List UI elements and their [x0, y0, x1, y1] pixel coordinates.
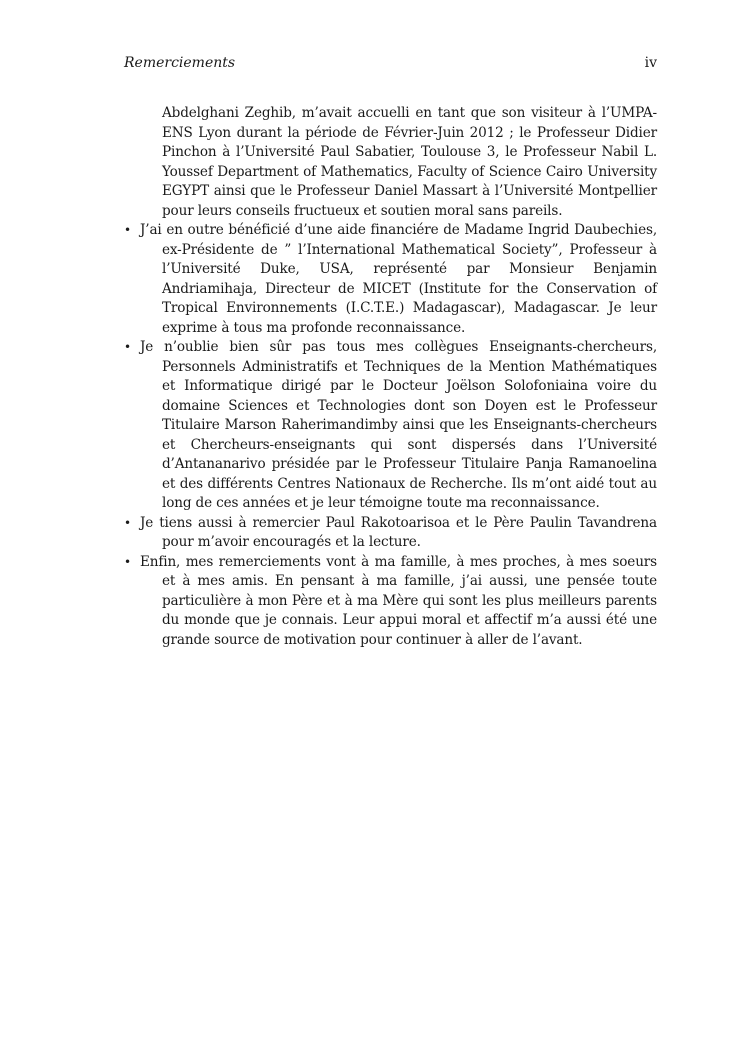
list-item-text: J’ai en outre bénéficié d’une aide financiére de Madame Ingrid Daubechies, ex-Présidente de ” l’International Mathematical Society”, Professeur à l’Université Duke, USA, représenté par Monsieur Benjamin Andriamihaja, Directeur de MICET (Institute for the Conservation of Tropical Environnements (I.C.T.E.) Madagascar), Madagascar. Je leur exprime à tous ma profonde reconnaissance.: [140, 222, 657, 336]
bullet-icon: •: [124, 554, 131, 569]
bullet-icon: •: [124, 340, 131, 354]
acknowledgements-body: [124, 104, 657, 650]
bullet-icon: •: [124, 223, 131, 237]
list-item-text: Je tiens aussi à remercier Paul Rakotoarisoa et le Père Paulin Tavandrena pour m’avoir encouragés et la lecture.: [140, 514, 657, 550]
page-number: iv: [644, 55, 657, 71]
continued-paragraph: Abdelghani Zeghib, m’avait accuelli en tant que son visiteur à l’UMPA-ENS Lyon durant la période de Février-Juin 2012 ; le Professeur Didier Pinchon à l’Université Paul Sabatier, Toulouse 3, le Professeur Nabil L. Youssef Department of Mathematics, Faculty of Science Cairo University EGYPT ainsi que le Professeur Daniel Massart à l’Université Montpellier pour leurs conseils fructueux et soutien moral sans pareils.: [162, 105, 657, 219]
chapter-title: Remerciements: [124, 55, 236, 71]
list-item-text: Enfin, mes remerciements vont à ma famille, à mes proches, à mes soeurs et à mes amis. En pensant à ma famille, j’ai aussi, une pensée toute particulière à mon Père et à ma Mère qui sont les plus meilleurs parents du monde que je connais. Leur appui moral et affectif m’a aussi été une grande source de motivation pour continuer à aller de l’avant.: [140, 553, 657, 648]
list-item: [124, 553, 657, 651]
list-item: [124, 221, 657, 338]
list-item: [124, 338, 657, 514]
list-item: [124, 514, 657, 553]
bullet-icon: •: [124, 515, 131, 530]
running-header: [124, 55, 657, 75]
list-item-text: Je n’oublie bien sûr pas tous mes collègues Enseignants-chercheurs, Personnels Administratifs et Techniques de la Mention Mathématiques et Informatique dirigé par le Docteur Joëlson Solofoniaina voire du domaine Sciences et Technologies dont son Doyen est le Professeur Titulaire Marson Raherimandimby ainsi que les Enseignants-chercheurs et Chercheurs-enseignants qui sont dispersés dans l’Université d’Antananarivo présidée par le Professeur Titulaire Panja Ramanoelina et des différents Centres Nationaux de Recherche. Ils m’ont aidé tout au long de ces années et je leur témoigne toute ma reconnaissance.: [140, 339, 657, 511]
